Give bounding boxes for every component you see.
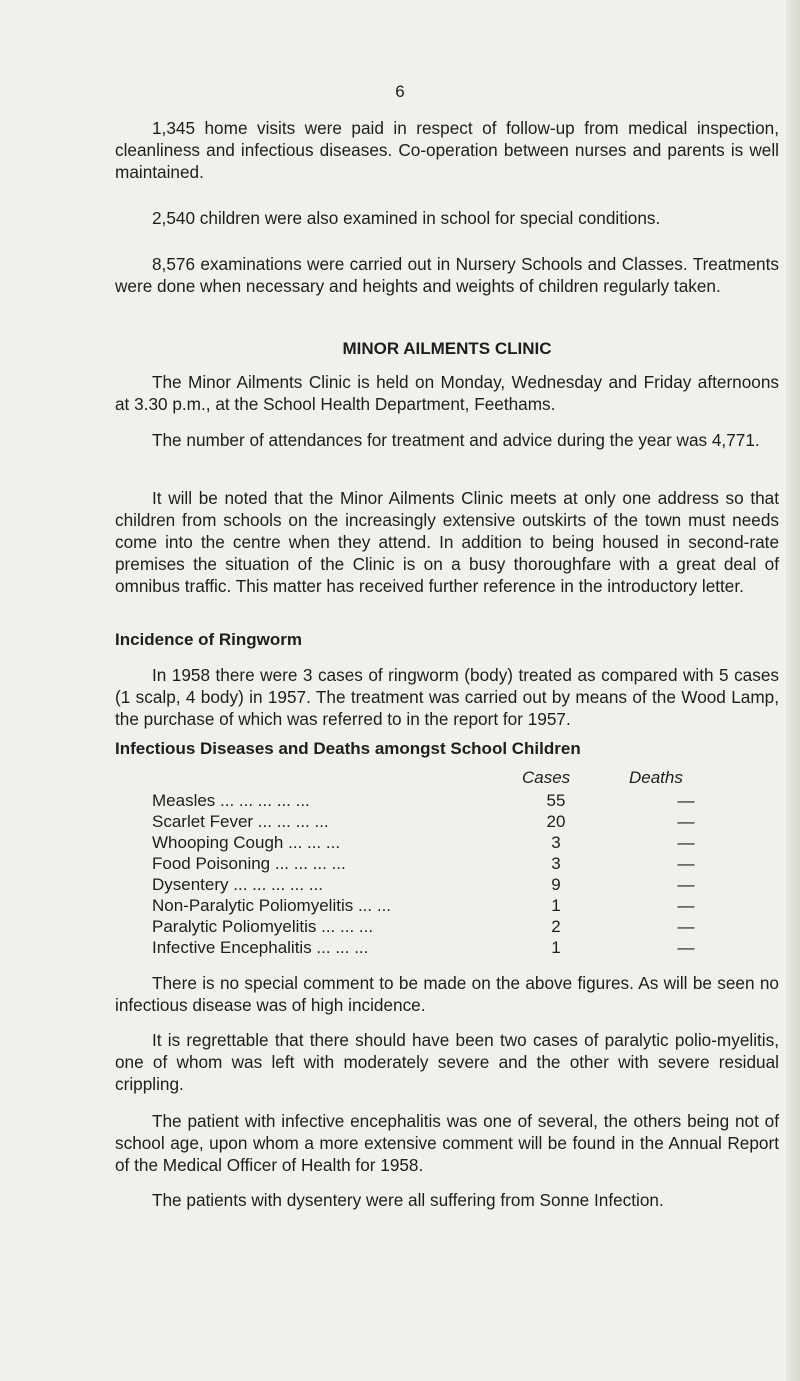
table-row xyxy=(152,938,752,959)
table-row xyxy=(152,812,752,833)
paragraph-dysentery: The patients with dysentery were all suffering from Sonne Infection. xyxy=(152,1190,664,1210)
paragraph-clinic-schedule: The Minor Ailments Clinic is held on Monday, Wednesday and Friday afternoons at 3.30 p.m., at the School Health Department, Feethams. xyxy=(115,372,779,414)
disease-name: Infective Encephalitis ... ... ... xyxy=(152,938,369,957)
page-number: 6 xyxy=(395,82,405,101)
disease-name: Measles ... ... ... ... ... xyxy=(152,791,310,810)
disease-name: Non-Paralytic Poliomyelitis ... ... xyxy=(152,896,392,915)
heading-infectious-diseases: Infectious Diseases and Deaths amongst School Children xyxy=(115,739,581,758)
cases-value: 55 xyxy=(546,791,566,810)
column-header-cases: Cases xyxy=(522,768,571,787)
page-edge-shadow xyxy=(786,0,800,1381)
cases-value: 3 xyxy=(551,833,561,852)
cases-value: 2 xyxy=(551,917,561,936)
cases-value: 1 xyxy=(551,938,561,957)
cases-value: 1 xyxy=(551,896,561,915)
deaths-value: — xyxy=(677,875,695,894)
table-row xyxy=(152,791,752,812)
cases-value: 3 xyxy=(551,854,561,873)
deaths-value: — xyxy=(677,791,695,810)
disease-name: Whooping Cough ... ... ... xyxy=(152,833,341,852)
paragraph-special-conditions: 2,540 children were also examined in school for special conditions. xyxy=(152,208,661,228)
cases-value: 9 xyxy=(551,875,561,894)
table-row xyxy=(152,833,752,854)
disease-name: Scarlet Fever ... ... ... ... xyxy=(152,812,329,831)
paragraph-nursery-examinations: 8,576 examinations were carried out in Nursery Schools and Classes. Treatments were done when necessary and heights and weights of children regularly taken. xyxy=(115,254,779,296)
paragraph-attendances: The number of attendances for treatment and advice during the year was 4,771. xyxy=(152,430,760,450)
table-row xyxy=(152,875,752,896)
disease-name: Food Poisoning ... ... ... ... xyxy=(152,854,346,873)
deaths-value: — xyxy=(677,938,695,957)
cases-value: 20 xyxy=(546,812,566,831)
paragraph-encephalitis: The patient with infective encephalitis was one of several, the others being not of school age, upon whom a more extensive comment will be found in the Annual Report of the Medical Officer of Health for 1958. xyxy=(115,1111,779,1175)
table-row xyxy=(152,917,752,938)
paragraph-paralytic-polio: It is regrettable that there should have been two cases of paralytic polio-myelitis, one of whom was left with moderately severe and the other with severe residual crippling. xyxy=(115,1030,779,1094)
paragraph-ringworm: In 1958 there were 3 cases of ringworm (body) treated as compared with 5 cases (1 scalp, 4 body) in 1957. The treatment was carried out by means of the Wood Lamp, the purchase of which was referred to in the report for 1957. xyxy=(115,665,779,729)
deaths-value: — xyxy=(677,917,695,936)
disease-name: Paralytic Poliomyelitis ... ... ... xyxy=(152,917,374,936)
paragraph-clinic-location: It will be noted that the Minor Ailments Clinic meets at only one address so that children from schools on the increasingly extensive outskirts of the town must needs come into the centre when they attend. In addition to being housed in second-rate premises the situation of the Clinic is on a busy thoroughfare with a great deal of omnibus traffic. This matter has received further reference in the introductory letter. xyxy=(115,488,779,596)
table-row xyxy=(152,896,752,917)
heading-minor-ailments-clinic: MINOR AILMENTS CLINIC xyxy=(342,339,552,358)
table-row xyxy=(152,854,752,875)
heading-ringworm: Incidence of Ringworm xyxy=(115,630,303,649)
deaths-value: — xyxy=(677,812,695,831)
deaths-value: — xyxy=(677,833,695,852)
table-header xyxy=(152,768,752,790)
deaths-value: — xyxy=(677,854,695,873)
deaths-value: — xyxy=(677,896,695,915)
paragraph-home-visits: 1,345 home visits were paid in respect of follow-up from medical inspection, cleanliness and infectious diseases. Co-operation between nurses and parents is well maintained. xyxy=(115,118,779,182)
column-header-deaths: Deaths xyxy=(629,768,683,787)
disease-name: Dysentery ... ... ... ... ... xyxy=(152,875,323,894)
paragraph-no-comment: There is no special comment to be made on the above figures. As will be seen no infectious disease was of high incidence. xyxy=(115,973,779,1015)
